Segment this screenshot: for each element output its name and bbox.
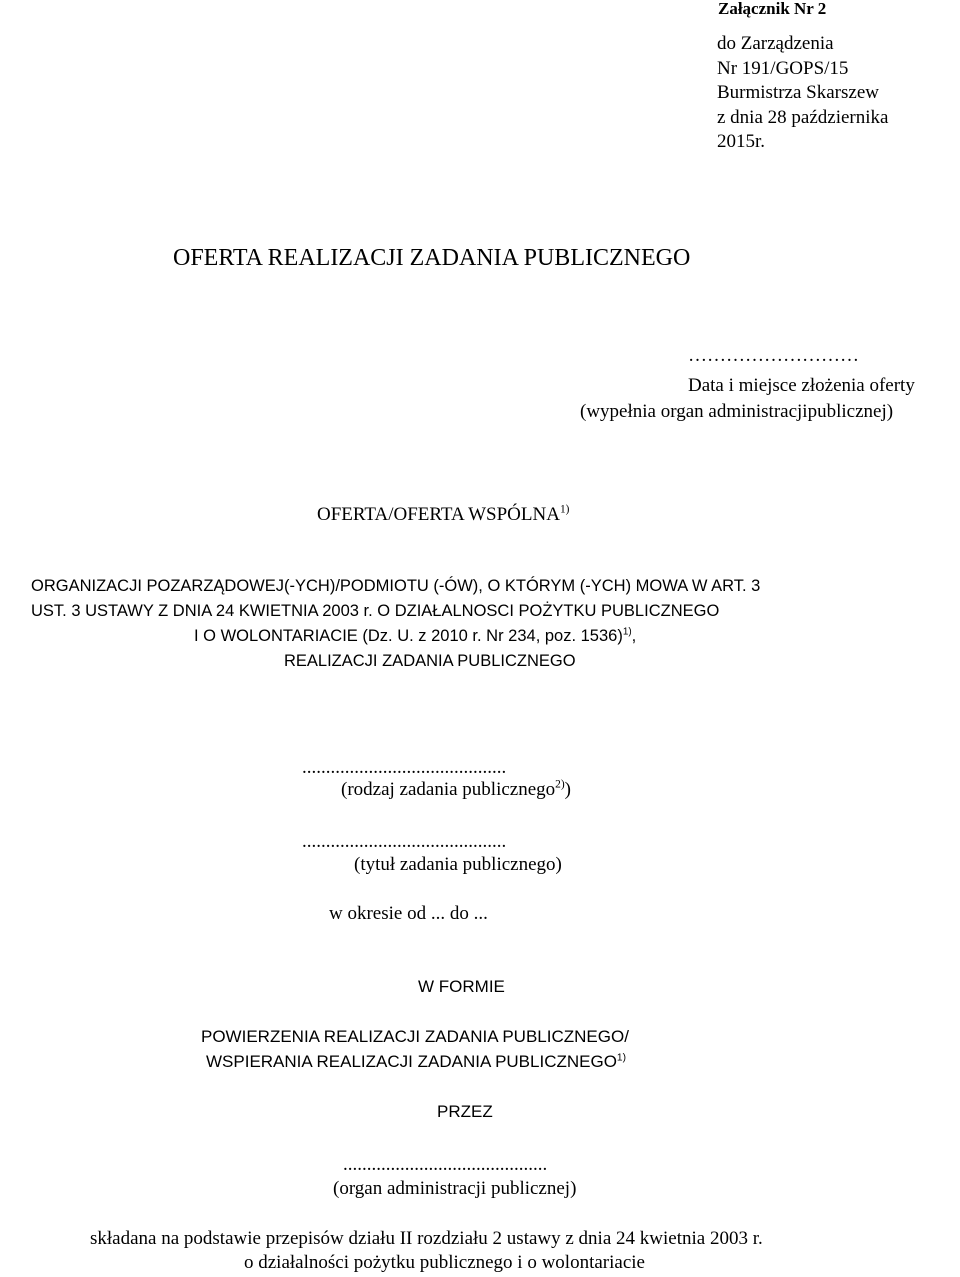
footnote-ref: 1): [616, 1052, 626, 1064]
organization-line-1: ORGANIZACJI POZARZĄDOWEJ(-YCH)/PODMIOTU (-ÓW), O KTÓRYM (-YCH) MOWA W ART. 3: [31, 577, 761, 595]
period-line: w okresie od ... do ...: [329, 903, 488, 924]
date-place-dots: ………………………: [688, 345, 859, 366]
organization-line-2: UST. 3 USTAWY Z DNIA 24 KWIETNIA 2003 r. O DZIAŁALNOSCI POŻYTKU PUBLICZNEGO: [31, 602, 720, 620]
legal-basis-line-2: o działalności pożytku publicznego i o wolontariacie: [244, 1252, 645, 1273]
offer-type-heading: OFERTA/OFERTA WSPÓLNA$^{1)}$: [317, 503, 570, 525]
attachment-line-5: 2015r.: [717, 131, 766, 152]
legal-basis-line-1: składana na podstawie przepisów działu II rozdziału 2 ustawy z dnia 24 kwietnia 2003 r.: [90, 1228, 763, 1249]
form-heading: W FORMIE: [418, 977, 505, 996]
attachment-label: Załącznik Nr 2: [718, 0, 827, 18]
by-dots: ...........................................: [343, 1154, 548, 1175]
task-type-dots: ...........................................: [302, 757, 507, 778]
task-title-label: (tytuł zadania publicznego): [354, 854, 562, 875]
date-place-label: Data i miejsce złożenia oferty: [688, 375, 915, 396]
footnote-ref: 1): [559, 503, 570, 516]
attachment-line-3: Burmistrza Skarszew: [717, 82, 879, 103]
attachment-line-4: z dnia 28 października: [717, 107, 889, 128]
main-title: OFERTA REALIZACJI ZADANIA PUBLICZNEGO: [173, 245, 691, 271]
organization-line-3: I O WOLONTARIACIE (Dz. U. z 2010 r. Nr 234, poz. 1536)$^{1)}$,: [194, 626, 637, 645]
form-line-2: WSPIERANIA REALIZACJI ZADANIA PUBLICZNEGO$^{1)}$: [206, 1052, 626, 1071]
date-place-note: (wypełnia organ administracjipublicznej): [580, 401, 894, 422]
task-type-label: (rodzaj zadania publicznego$^{2)}$): [341, 778, 571, 800]
organization-line-4: REALIZACJI ZADANIA PUBLICZNEGO: [284, 652, 576, 670]
attachment-line-2: Nr 191/GOPS/15: [717, 58, 849, 79]
task-title-dots: ...........................................: [302, 831, 507, 852]
form-line-1: POWIERZENIA REALIZACJI ZADANIA PUBLICZNEGO/: [201, 1027, 629, 1046]
by-label: (organ administracji publicznej): [333, 1178, 577, 1199]
by-heading: PRZEZ: [437, 1102, 493, 1121]
footnote-ref: 2): [555, 778, 565, 791]
footnote-ref: 1): [622, 626, 632, 638]
attachment-line-1: do Zarządzenia: [717, 33, 834, 54]
